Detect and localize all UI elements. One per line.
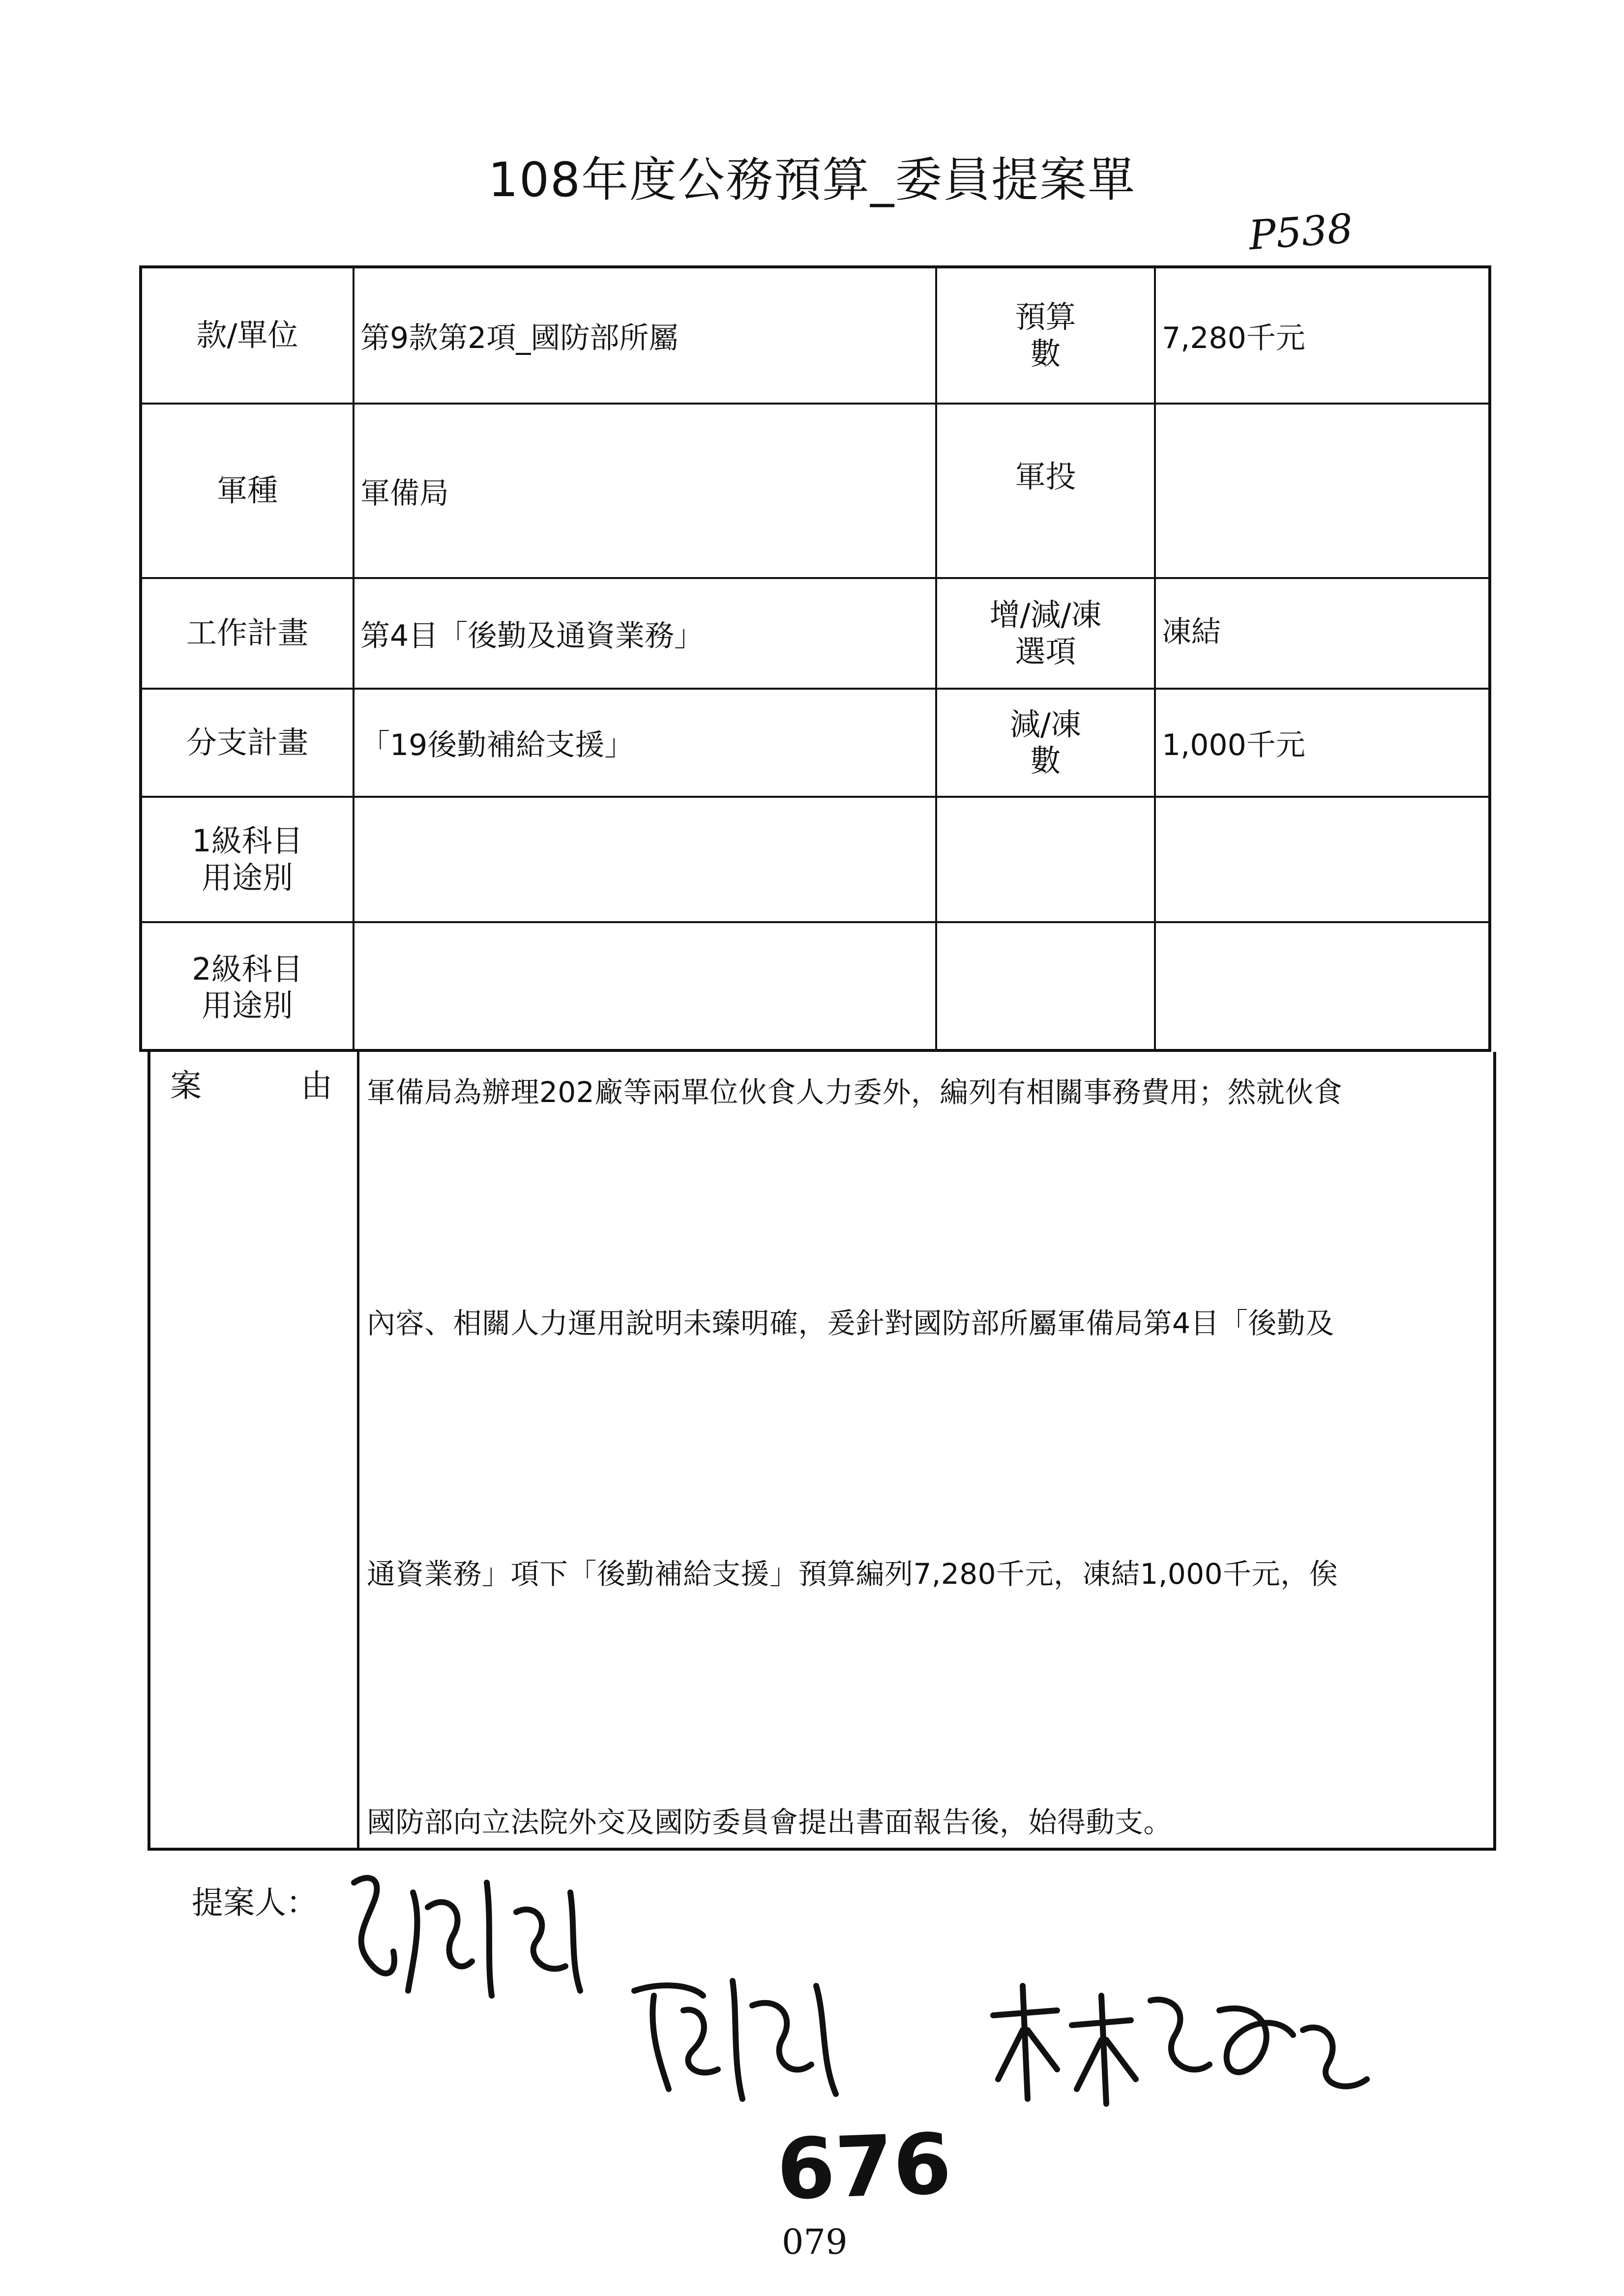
- label-dept: 款/單位: [142, 268, 354, 403]
- reason-text: [367, 1052, 1493, 1848]
- label-level2-extra: [937, 923, 1156, 1052]
- label-budget: [937, 268, 1156, 403]
- value-investment: [1156, 405, 1488, 577]
- table-row: [142, 579, 1488, 690]
- label-level2-subject: 2級科目 用途別: [142, 923, 354, 1052]
- proposal-form-table: [139, 265, 1491, 1052]
- value-work-plan: 第4目「後勤及通資業務」: [354, 579, 937, 688]
- label-branch-plan: 分支計畫: [142, 690, 354, 796]
- reason-section: [148, 1052, 1496, 1851]
- value-level1-extra: [1156, 798, 1488, 921]
- proposer-label: 提案人：: [192, 1885, 318, 1921]
- reason-label-char: 案: [170, 1068, 202, 1104]
- value-branch-plan: 「19後勤補給支援」: [354, 690, 937, 796]
- value-option: 凍結: [1162, 615, 1221, 649]
- reason-line: 內容、相關人力運用說明未臻明確，爰針對國防部所屬軍備局第4目「後勤及: [367, 1307, 1334, 1340]
- table-row: [142, 798, 1488, 923]
- form-title: 108年度公務預算_委員提案單: [488, 152, 1136, 207]
- value-level2-subject: [354, 923, 937, 1052]
- table-row: [142, 690, 1488, 798]
- label-level1-subject: 1級科目 用途別: [142, 798, 354, 921]
- reason-label-char: 由: [301, 1068, 332, 1104]
- table-row: [142, 923, 1488, 1052]
- label-work-plan: 工作計畫: [142, 579, 354, 688]
- page-reference: P538: [1247, 205, 1355, 260]
- label-budget-text: 預算 數: [1015, 299, 1076, 372]
- reason-line: 通資業務」項下「後勤補給支援」預算編列7,280千元，凍結1,000千元，俟: [367, 1557, 1338, 1591]
- label-investment: 軍投: [937, 405, 1156, 577]
- reason-line: 國防部向立法院外交及國防委員會提出書面報告後，始得動支。: [367, 1805, 1173, 1839]
- table-row: [142, 268, 1488, 405]
- label-service: 軍種: [142, 405, 354, 577]
- page-number: 079: [782, 2222, 848, 2262]
- reason-label: [150, 1052, 359, 1848]
- value-level2-extra: [1156, 923, 1488, 1052]
- signature-3: [983, 1971, 1377, 2119]
- label-amount: 減/凍 數: [937, 690, 1156, 796]
- signature-2: [624, 1961, 856, 2109]
- value-amount: 1,000千元: [1162, 728, 1305, 762]
- table-row: [142, 405, 1488, 579]
- label-option: 增/減/凍 選項: [937, 579, 1156, 688]
- value-level1-subject: [354, 798, 937, 921]
- value-budget: 7,280千元: [1162, 320, 1305, 355]
- value-dept: 第9款第2項_國防部所屬: [354, 268, 937, 403]
- label-level1-extra: [937, 798, 1156, 921]
- value-service: 軍備局: [354, 405, 937, 577]
- signature-1: [339, 1863, 595, 2010]
- reason-line: 軍備局為辦理202廠等兩單位伙食人力委外，編列有相關事務費用；然就伙食: [367, 1075, 1343, 1109]
- stamp-number: 676: [775, 2115, 953, 2219]
